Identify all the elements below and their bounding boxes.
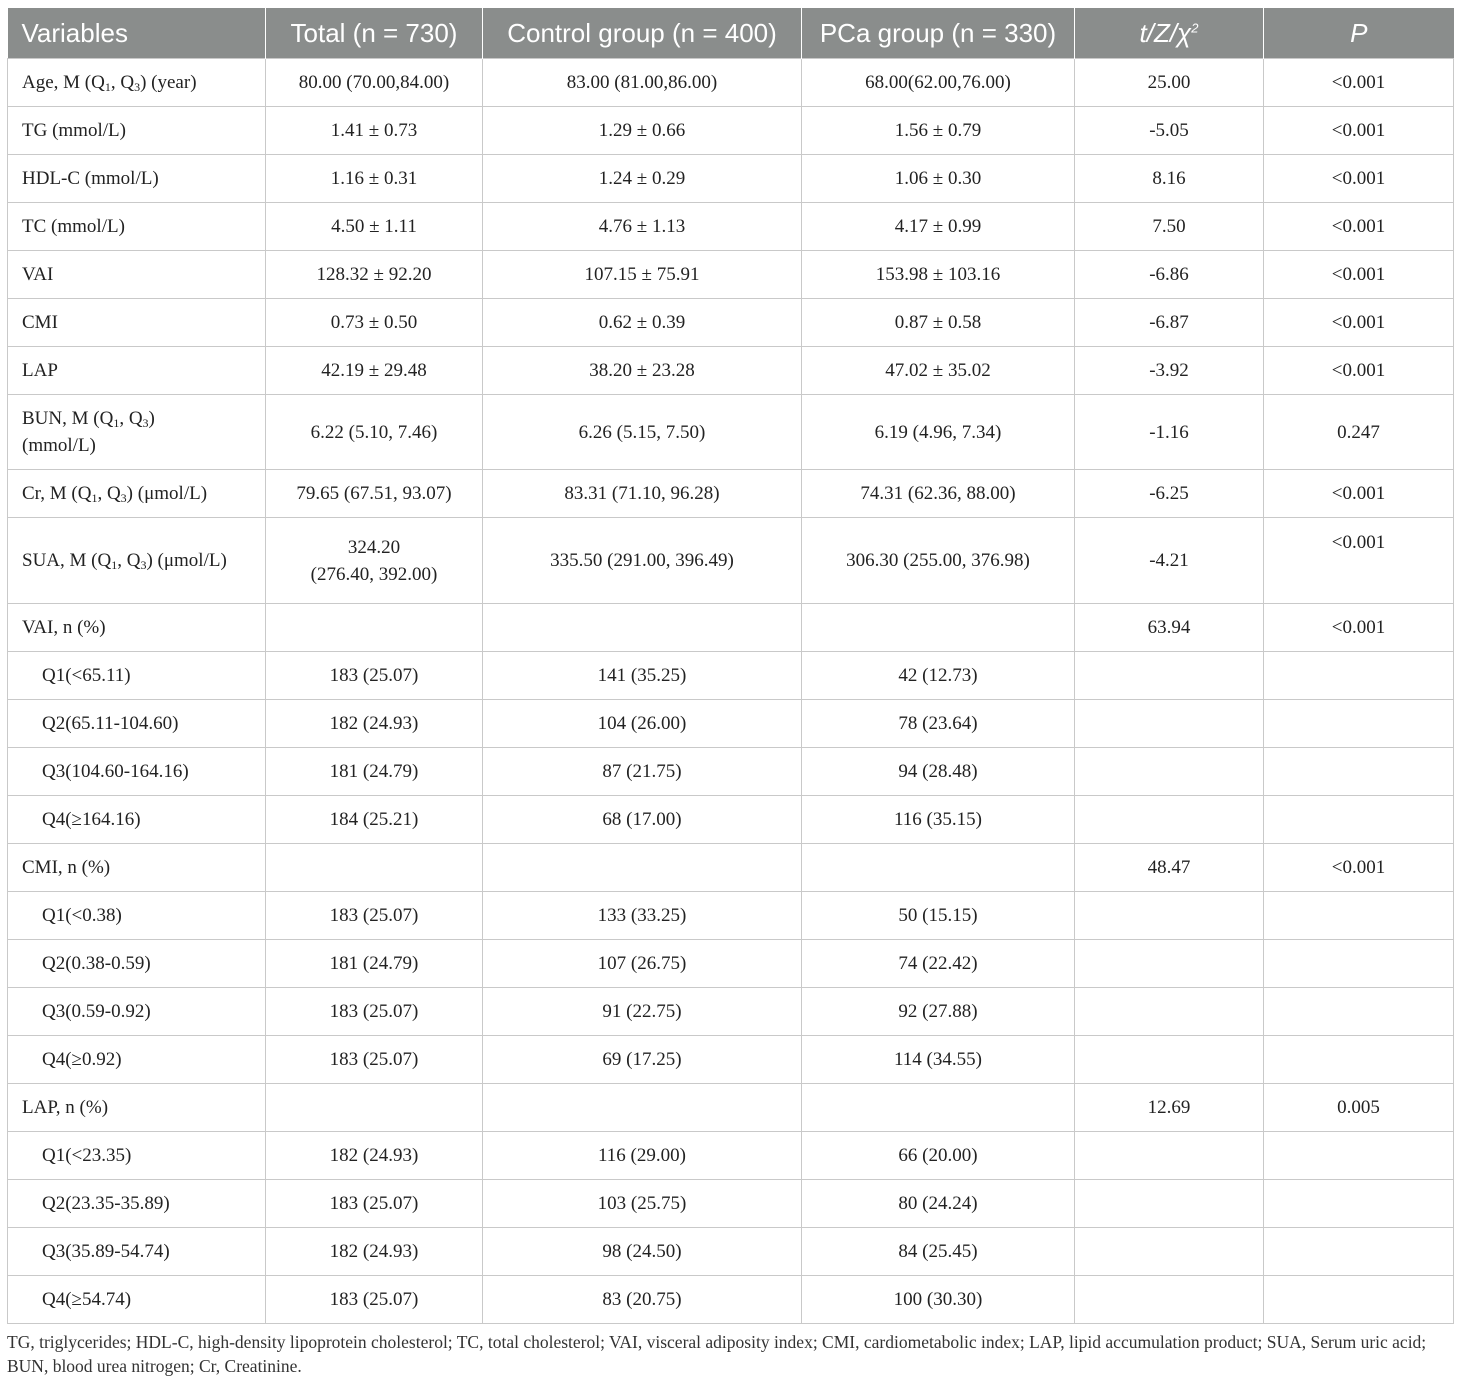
pca-cell bbox=[802, 1084, 1075, 1132]
stat-cell bbox=[1075, 1228, 1264, 1276]
pca-cell: 68.00(62.00,76.00) bbox=[802, 59, 1075, 107]
header-pca: PCa group (n = 330) bbox=[802, 8, 1075, 59]
variable-cell: LAP, n (%) bbox=[8, 1084, 266, 1132]
control-cell: 38.20 ± 23.28 bbox=[483, 347, 802, 395]
variable-cell: Q3(104.60-164.16) bbox=[8, 748, 266, 796]
variable-cell: Q4(≥0.92) bbox=[8, 1036, 266, 1084]
table-row bbox=[8, 652, 1454, 700]
p-cell bbox=[1264, 1228, 1454, 1276]
header-row bbox=[8, 8, 1454, 59]
total-cell: 183 (25.07) bbox=[266, 1036, 483, 1084]
variable-cell: VAI, n (%) bbox=[8, 604, 266, 652]
variable-cell: BUN, M ($Q_1$, $Q_3$) (mmol/L) bbox=[8, 395, 266, 470]
p-cell bbox=[1264, 892, 1454, 940]
variable-cell: Q4(≥164.16) bbox=[8, 796, 266, 844]
stat-cell bbox=[1075, 1132, 1264, 1180]
total-cell: 6.22 (5.10, 7.46) bbox=[266, 395, 483, 470]
pca-cell: 47.02 ± 35.02 bbox=[802, 347, 1075, 395]
variable-cell: CMI bbox=[8, 299, 266, 347]
p-cell: <0.001 bbox=[1264, 299, 1454, 347]
stat-cell bbox=[1075, 796, 1264, 844]
table-row bbox=[8, 1084, 1454, 1132]
variable-cell: Q1(<0.38) bbox=[8, 892, 266, 940]
total-cell: 181 (24.79) bbox=[266, 748, 483, 796]
total-cell: 182 (24.93) bbox=[266, 1228, 483, 1276]
variable-cell: Q2(23.35-35.89) bbox=[8, 1180, 266, 1228]
p-cell: <0.001 bbox=[1264, 604, 1454, 652]
stat-cell: 48.47 bbox=[1075, 844, 1264, 892]
p-cell: <0.001 bbox=[1264, 470, 1454, 518]
header-statistic-text: t/Z/χ bbox=[1139, 17, 1192, 48]
control-cell: 116 (29.00) bbox=[483, 1132, 802, 1180]
stat-cell: -6.86 bbox=[1075, 251, 1264, 299]
control-cell: 103 (25.75) bbox=[483, 1180, 802, 1228]
header-statistic-sup: 2 bbox=[1191, 19, 1199, 35]
pca-cell: 74 (22.42) bbox=[802, 940, 1075, 988]
p-cell: <0.001 bbox=[1264, 155, 1454, 203]
variable-cell: TG (mmol/L) bbox=[8, 107, 266, 155]
stat-cell: -5.05 bbox=[1075, 107, 1264, 155]
pca-cell: 92 (27.88) bbox=[802, 988, 1075, 1036]
table-row bbox=[8, 251, 1454, 299]
table-row bbox=[8, 347, 1454, 395]
control-cell: 98 (24.50) bbox=[483, 1228, 802, 1276]
total-cell: 80.00 (70.00,84.00) bbox=[266, 59, 483, 107]
pca-cell: 66 (20.00) bbox=[802, 1132, 1075, 1180]
control-cell: 83.31 (71.10, 96.28) bbox=[483, 470, 802, 518]
control-cell: 83 (20.75) bbox=[483, 1276, 802, 1324]
total-cell bbox=[266, 1084, 483, 1132]
variable-cell: Q4(≥54.74) bbox=[8, 1276, 266, 1324]
stat-cell bbox=[1075, 1276, 1264, 1324]
p-cell: <0.001 bbox=[1264, 251, 1454, 299]
stat-cell: -4.21 bbox=[1075, 518, 1264, 604]
stat-cell bbox=[1075, 892, 1264, 940]
p-cell bbox=[1264, 1132, 1454, 1180]
table-row bbox=[8, 1036, 1454, 1084]
pca-cell: 1.56 ± 0.79 bbox=[802, 107, 1075, 155]
variable-cell: SUA, M ($Q_1$, $Q_3$) (μmol/L) bbox=[8, 518, 266, 604]
total-cell: 0.73 ± 0.50 bbox=[266, 299, 483, 347]
variable-cell: LAP bbox=[8, 347, 266, 395]
total-cell: 181 (24.79) bbox=[266, 940, 483, 988]
p-cell bbox=[1264, 988, 1454, 1036]
variable-cell: Q2(0.38-0.59) bbox=[8, 940, 266, 988]
variable-cell: Q1(<65.11) bbox=[8, 652, 266, 700]
stat-cell bbox=[1075, 1180, 1264, 1228]
table-row bbox=[8, 299, 1454, 347]
table-row bbox=[8, 203, 1454, 251]
total-cell: 183 (25.07) bbox=[266, 652, 483, 700]
total-cell: 183 (25.07) bbox=[266, 988, 483, 1036]
variable-cell: Q2(65.11-104.60) bbox=[8, 700, 266, 748]
stat-cell: -6.87 bbox=[1075, 299, 1264, 347]
variable-cell: TC (mmol/L) bbox=[8, 203, 266, 251]
p-cell: <0.001 bbox=[1264, 59, 1454, 107]
variable-cell: VAI bbox=[8, 251, 266, 299]
pca-cell: 74.31 (62.36, 88.00) bbox=[802, 470, 1075, 518]
control-cell: 6.26 (5.15, 7.50) bbox=[483, 395, 802, 470]
table-row bbox=[8, 1180, 1454, 1228]
variable-cell: CMI, n (%) bbox=[8, 844, 266, 892]
total-cell: 183 (25.07) bbox=[266, 892, 483, 940]
pca-cell: 114 (34.55) bbox=[802, 1036, 1075, 1084]
p-cell bbox=[1264, 1180, 1454, 1228]
p-cell bbox=[1264, 1276, 1454, 1324]
stat-cell bbox=[1075, 652, 1264, 700]
variable-cell: Q3(0.59-0.92) bbox=[8, 988, 266, 1036]
total-cell bbox=[266, 844, 483, 892]
control-cell bbox=[483, 604, 802, 652]
table-row bbox=[8, 748, 1454, 796]
p-cell bbox=[1264, 652, 1454, 700]
pca-cell: 4.17 ± 0.99 bbox=[802, 203, 1075, 251]
variable-cell: Age, M ($Q_1$, $Q_3$) (year) bbox=[8, 59, 266, 107]
total-cell: 182 (24.93) bbox=[266, 1132, 483, 1180]
p-cell: <0.001 bbox=[1264, 347, 1454, 395]
total-cell bbox=[266, 604, 483, 652]
pca-cell: 78 (23.64) bbox=[802, 700, 1075, 748]
control-cell: 83.00 (81.00,86.00) bbox=[483, 59, 802, 107]
table-row bbox=[8, 395, 1454, 470]
control-cell: 107.15 ± 75.91 bbox=[483, 251, 802, 299]
pca-cell: 1.06 ± 0.30 bbox=[802, 155, 1075, 203]
pca-cell: 100 (30.30) bbox=[802, 1276, 1075, 1324]
pca-cell: 80 (24.24) bbox=[802, 1180, 1075, 1228]
table-row bbox=[8, 940, 1454, 988]
variable-cell: HDL-C (mmol/L) bbox=[8, 155, 266, 203]
pca-cell bbox=[802, 844, 1075, 892]
p-cell: <0.001 bbox=[1264, 518, 1454, 604]
total-cell: 183 (25.07) bbox=[266, 1180, 483, 1228]
stat-cell: 12.69 bbox=[1075, 1084, 1264, 1132]
stat-cell: 25.00 bbox=[1075, 59, 1264, 107]
pca-cell: 0.87 ± 0.58 bbox=[802, 299, 1075, 347]
total-cell: 1.41 ± 0.73 bbox=[266, 107, 483, 155]
table-row bbox=[8, 700, 1454, 748]
pca-cell: 50 (15.15) bbox=[802, 892, 1075, 940]
variable-cell: Cr, M ($Q_1$, $Q_3$) (μmol/L) bbox=[8, 470, 266, 518]
control-cell: 4.76 ± 1.13 bbox=[483, 203, 802, 251]
stat-cell bbox=[1075, 1036, 1264, 1084]
table-row bbox=[8, 1228, 1454, 1276]
control-cell: 91 (22.75) bbox=[483, 988, 802, 1036]
stat-cell bbox=[1075, 748, 1264, 796]
table-footnote: TG, triglycerides; HDL-C, high-density lipoprotein cholesterol; TC, total cholesterol; VAI, visceral adiposity index; CMI, cardiometabolic index; LAP, lipid accumulation product; SUA, Serum uric acid; BUN, blood urea nitrogen; Cr, Creatinine. bbox=[7, 1332, 1427, 1376]
header-statistic bbox=[1075, 8, 1264, 59]
total-cell: 4.50 ± 1.11 bbox=[266, 203, 483, 251]
stat-cell: 8.16 bbox=[1075, 155, 1264, 203]
pca-cell: 94 (28.48) bbox=[802, 748, 1075, 796]
total-cell: 1.16 ± 0.31 bbox=[266, 155, 483, 203]
stat-cell bbox=[1075, 940, 1264, 988]
p-cell bbox=[1264, 748, 1454, 796]
pca-cell: 153.98 ± 103.16 bbox=[802, 251, 1075, 299]
pca-cell: 42 (12.73) bbox=[802, 652, 1075, 700]
table-row bbox=[8, 796, 1454, 844]
header-total: Total (n = 730) bbox=[266, 8, 483, 59]
p-cell bbox=[1264, 700, 1454, 748]
table-row bbox=[8, 1276, 1454, 1324]
control-cell: 68 (17.00) bbox=[483, 796, 802, 844]
table-container bbox=[7, 8, 1453, 1324]
total-cell: 183 (25.07) bbox=[266, 1276, 483, 1324]
pca-cell bbox=[802, 604, 1075, 652]
p-cell: <0.001 bbox=[1264, 203, 1454, 251]
variable-cell: Q1(<23.35) bbox=[8, 1132, 266, 1180]
stat-cell bbox=[1075, 988, 1264, 1036]
p-cell: 0.247 bbox=[1264, 395, 1454, 470]
pca-cell: 84 (25.45) bbox=[802, 1228, 1075, 1276]
control-cell: 335.50 (291.00, 396.49) bbox=[483, 518, 802, 604]
stat-cell bbox=[1075, 700, 1264, 748]
control-cell: 133 (33.25) bbox=[483, 892, 802, 940]
control-cell: 1.29 ± 0.66 bbox=[483, 107, 802, 155]
total-cell: 324.20 (276.40, 392.00) bbox=[266, 518, 483, 604]
header-variables: Variables bbox=[8, 8, 266, 59]
p-cell bbox=[1264, 940, 1454, 988]
table-row bbox=[8, 155, 1454, 203]
total-cell: 79.65 (67.51, 93.07) bbox=[266, 470, 483, 518]
control-cell: 69 (17.25) bbox=[483, 1036, 802, 1084]
stat-cell: -6.25 bbox=[1075, 470, 1264, 518]
table-row bbox=[8, 892, 1454, 940]
stat-cell: -3.92 bbox=[1075, 347, 1264, 395]
control-cell: 0.62 ± 0.39 bbox=[483, 299, 802, 347]
control-cell bbox=[483, 844, 802, 892]
pca-cell: 116 (35.15) bbox=[802, 796, 1075, 844]
p-cell bbox=[1264, 796, 1454, 844]
table-row bbox=[8, 1132, 1454, 1180]
p-cell: 0.005 bbox=[1264, 1084, 1454, 1132]
p-cell bbox=[1264, 1036, 1454, 1084]
variable-cell: Q3(35.89-54.74) bbox=[8, 1228, 266, 1276]
p-cell: <0.001 bbox=[1264, 107, 1454, 155]
pca-cell: 6.19 (4.96, 7.34) bbox=[802, 395, 1075, 470]
table-row bbox=[8, 518, 1454, 604]
control-cell: 104 (26.00) bbox=[483, 700, 802, 748]
table-row bbox=[8, 604, 1454, 652]
control-cell: 87 (21.75) bbox=[483, 748, 802, 796]
control-cell: 107 (26.75) bbox=[483, 940, 802, 988]
table-row bbox=[8, 470, 1454, 518]
p-cell: <0.001 bbox=[1264, 844, 1454, 892]
header-control: Control group (n = 400) bbox=[483, 8, 802, 59]
pca-cell: 306.30 (255.00, 376.98) bbox=[802, 518, 1075, 604]
total-cell: 128.32 ± 92.20 bbox=[266, 251, 483, 299]
stat-cell: 7.50 bbox=[1075, 203, 1264, 251]
control-cell bbox=[483, 1084, 802, 1132]
control-cell: 1.24 ± 0.29 bbox=[483, 155, 802, 203]
table-row bbox=[8, 107, 1454, 155]
total-cell: 42.19 ± 29.48 bbox=[266, 347, 483, 395]
stat-cell: 63.94 bbox=[1075, 604, 1264, 652]
data-table bbox=[7, 8, 1454, 1324]
control-cell: 141 (35.25) bbox=[483, 652, 802, 700]
table-row bbox=[8, 844, 1454, 892]
table-row bbox=[8, 988, 1454, 1036]
table-row bbox=[8, 59, 1454, 107]
total-cell: 184 (25.21) bbox=[266, 796, 483, 844]
header-p: P bbox=[1264, 8, 1454, 59]
total-cell: 182 (24.93) bbox=[266, 700, 483, 748]
stat-cell: -1.16 bbox=[1075, 395, 1264, 470]
